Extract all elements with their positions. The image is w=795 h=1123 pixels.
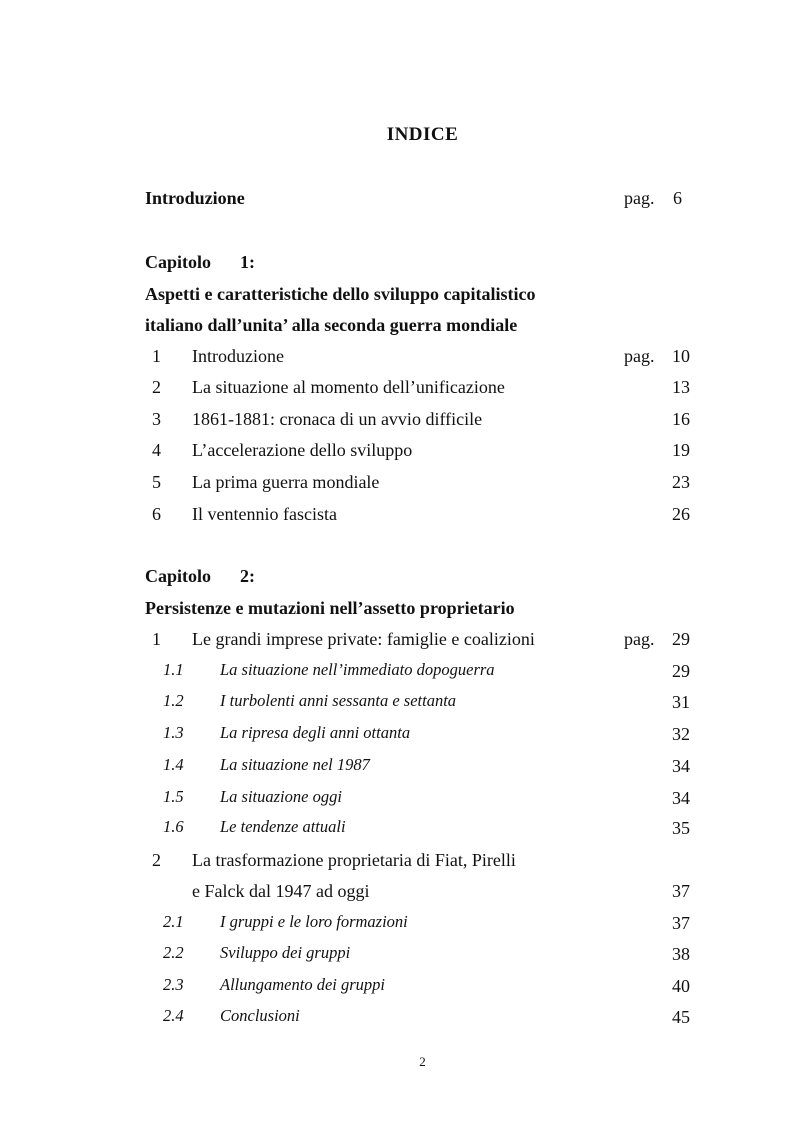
subsection-number: 1.3 bbox=[163, 723, 184, 742]
subsection-page: 37 bbox=[672, 913, 690, 933]
section-title: Le grandi imprese private: famiglie e coalizioni bbox=[192, 629, 535, 649]
page-title: INDICE bbox=[386, 124, 459, 145]
section-number: 5 bbox=[152, 472, 161, 492]
subsection-page: 34 bbox=[672, 756, 690, 776]
subsection-page: 31 bbox=[672, 692, 690, 712]
chapter1-heading: Capitolo bbox=[145, 252, 212, 272]
subsection-number: 2.4 bbox=[163, 1006, 184, 1025]
section-number: 6 bbox=[152, 504, 161, 524]
subsection-title: La situazione oggi bbox=[220, 787, 342, 806]
subsection-title: La situazione nel 1987 bbox=[220, 755, 370, 774]
subsection-title: Allungamento dei gruppi bbox=[220, 975, 385, 994]
subsection-title: I turbolenti anni sessanta e settanta bbox=[220, 691, 457, 710]
subsection-number: 1.6 bbox=[163, 817, 184, 836]
section-title: La situazione al momento dell’unificazione bbox=[192, 377, 505, 397]
section-number: 3 bbox=[152, 409, 161, 429]
subsection-title: Le tendenze attuali bbox=[220, 817, 346, 836]
intro-page-number: 6 bbox=[673, 188, 682, 208]
subsection-number: 1.1 bbox=[163, 660, 184, 679]
section-title: L’accelerazione dello sviluppo bbox=[192, 440, 413, 460]
subsection-page: 45 bbox=[672, 1007, 690, 1027]
subsection-title: La ripresa degli anni ottanta bbox=[220, 723, 411, 742]
chapter2-number: 2: bbox=[240, 566, 255, 586]
subsection-title: La situazione nell’immediato dopoguerra bbox=[220, 660, 495, 679]
section-title: Introduzione bbox=[192, 346, 284, 366]
chapter1-pag-label: pag. bbox=[624, 346, 655, 366]
subsection-page: 35 bbox=[672, 818, 690, 838]
section-number: 1 bbox=[152, 629, 161, 649]
subsection-number: 1.5 bbox=[163, 787, 184, 806]
subsection-title: I gruppi e le loro formazioni bbox=[220, 912, 408, 931]
section-title: 1861-1881: cronaca di un avvio difficile bbox=[192, 409, 483, 429]
chapter2-title-line1: Persistenze e mutazioni nell’assetto proprietario bbox=[145, 598, 515, 618]
section-number: 2 bbox=[152, 377, 161, 397]
subsection-number: 2.1 bbox=[163, 912, 184, 931]
chapter2-pag-label: pag. bbox=[624, 629, 655, 649]
chapter2-heading: Capitolo bbox=[145, 566, 212, 586]
intro-pag-label: pag. bbox=[624, 188, 655, 208]
section-page: 37 bbox=[672, 881, 690, 901]
subsection-title: Sviluppo dei gruppi bbox=[220, 943, 351, 962]
section-page: 26 bbox=[672, 504, 690, 524]
section-page: 29 bbox=[672, 629, 690, 649]
section-page: 10 bbox=[672, 346, 690, 366]
subsection-page: 32 bbox=[672, 724, 690, 744]
section-number: 4 bbox=[152, 440, 161, 460]
section-number: 2 bbox=[152, 850, 161, 870]
chapter1-title-line2: italiano dall’unita’ alla seconda guerra mondiale bbox=[145, 315, 518, 335]
subsection-page: 29 bbox=[672, 661, 690, 681]
section-page: 23 bbox=[672, 472, 690, 492]
chapter1-title-line1: Aspetti e caratteristiche dello sviluppo capitalistico bbox=[145, 284, 536, 304]
section-title: La prima guerra mondiale bbox=[192, 472, 380, 492]
subsection-title: Conclusioni bbox=[220, 1006, 300, 1025]
subsection-number: 1.2 bbox=[163, 691, 184, 710]
page-number: 2 bbox=[419, 1054, 426, 1069]
subsection-page: 34 bbox=[672, 788, 690, 808]
subsection-number: 2.3 bbox=[163, 975, 184, 994]
section-page: 13 bbox=[672, 377, 690, 397]
section-number: 1 bbox=[152, 346, 161, 366]
section-page: 16 bbox=[672, 409, 690, 429]
section-title-line2: e Falck dal 1947 ad oggi bbox=[192, 881, 370, 901]
section-title-line1: La trasformazione proprietaria di Fiat, Pirelli bbox=[192, 850, 516, 870]
subsection-number: 1.4 bbox=[163, 755, 184, 774]
subsection-number: 2.2 bbox=[163, 943, 184, 962]
section-page: 19 bbox=[672, 440, 690, 460]
subsection-page: 38 bbox=[672, 944, 690, 964]
section-title: Il ventennio fascista bbox=[192, 504, 337, 524]
chapter1-number: 1: bbox=[240, 252, 255, 272]
intro-label: Introduzione bbox=[145, 188, 245, 208]
subsection-page: 40 bbox=[672, 976, 690, 996]
